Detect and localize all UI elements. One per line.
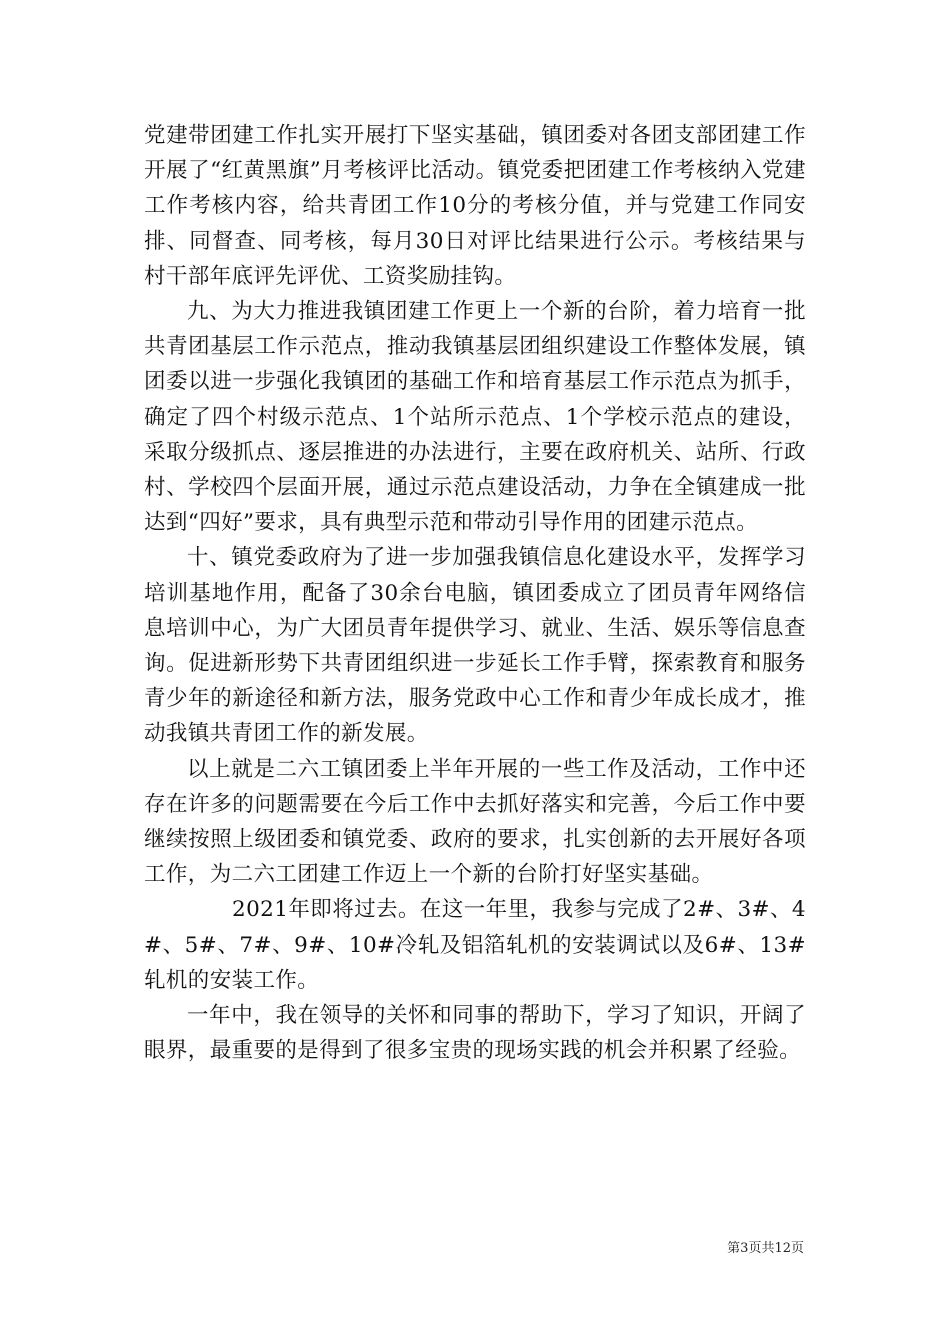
paragraph-summary: 以上就是二六工镇团委上半年开展的一些工作及活动，工作中还存在许多的问题需要在今后工作中去抓好落实和完善，今后工作中要继续按照上级团委和镇党委、政府的要求，扎实创新的去开展好各项工作，为二六工团建工作迈上一个新的台阶打好坚实基础。 (144, 756, 806, 888)
paragraph-party-youth-assessment: 党建带团建工作扎实开展打下坚实基础，镇团委对各团支部团建工作开展了“红黄黑旗”月考核评比活动。镇党委把团建工作考核纳入党建工作考核内容，给共青团工作10分的考核分值，并与党建工作同安排、同督查、同考核，每月30日对评比结果进行公示。考核结果与村干部年底评先评优、工资奖励挂钩。 (144, 123, 806, 289)
page-number-footer: 第3页共12页 (727, 1241, 804, 1256)
document-body (144, 118, 806, 1068)
paragraph-year-2021: 2021年即将过去。在这一年里，我参与完成了2#、3#、4#、5#、7#、9#、10#冷轧及铝箔轧机的安装调试以及6#、13#轧机的安装工作。 (144, 897, 806, 993)
paragraph-ten-informatization: 十、镇党委政府为了进一步加强我镇信息化建设水平，发挥学习培训基地作用，配备了30余台电脑，镇团委成立了团员青年网络信息培训中心，为广大团员青年提供学习、就业、生活、娱乐等信息查询。促进新形势下共青团组织进一步延长工作手臂，探索教育和服务青少年的新途径和新方法，服务党政中心工作和青少年成长成才，推动我镇共青团工作的新发展。 (144, 545, 806, 747)
paragraph-nine-demonstration-sites: 九、为大力推进我镇团建工作更上一个新的台阶，着力培育一批共青团基层工作示范点，推动我镇基层团组织建设工作整体发展，镇团委以进一步强化我镇团的基础工作和培育基层工作示范点为抓手，确定了四个村级示范点、1个站所示范点、1个学校示范点的建设，采取分级抓点、逐层推进的办法进行，主要在政府机关、站所、行政村、学校四个层面开展，通过示范点建设活动，力争在全镇建成一批达到“四好”要求，具有典型示范和带动引导作用的团建示范点。 (144, 299, 806, 536)
paragraph-year-learning: 一年中，我在领导的关怀和同事的帮助下，学习了知识，开阔了眼界，最重要的是得到了很多宝贵的现场实践的机会并积累了经验。 (144, 1003, 806, 1064)
